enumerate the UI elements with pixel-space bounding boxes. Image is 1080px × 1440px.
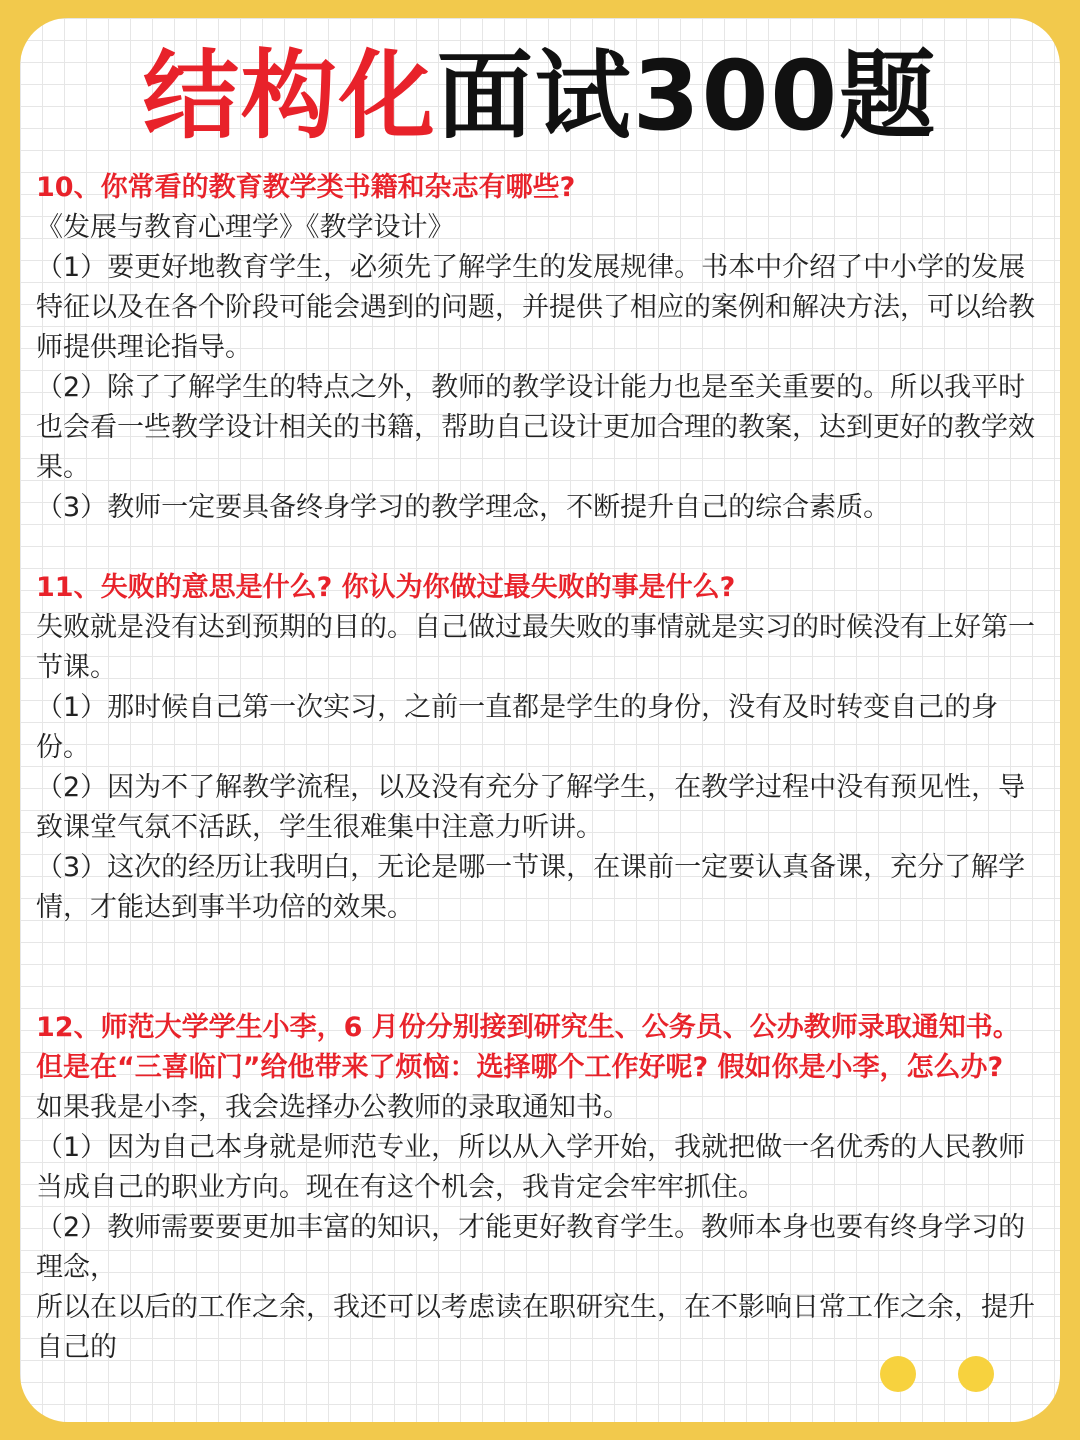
question-10-point-1: （1）要更好地教育学生，必须先了解学生的发展规律。书本中介绍了中小学的发展特征以及在各个阶段可能会遇到的问题，并提供了相应的案例和解决方法，可以给教师提供理论指导。 xyxy=(36,252,1035,363)
question-12-heading: 12、师范大学学生小李，6 月份分别接到研究生、公务员、公办教师录取通知书。但是在“三喜临门”给他带来了烦恼：选择哪个工作好呢? 假如你是小李，怎么办? xyxy=(36,1012,1020,1083)
question-11-intro: 失败就是没有达到预期的目的。自己做过最失败的事情就是实习的时候没有上好第一节课。 xyxy=(36,612,1035,683)
question-12-intro: 如果我是小李，我会选择办公教师的录取通知书。 xyxy=(36,1092,630,1123)
question-12-point-2: （2）教师需要要更加丰富的知识，才能更好教育学生。教师本身也要有终身学习的理念， xyxy=(36,1212,1026,1283)
title-black-part: 面试300题 xyxy=(436,40,938,152)
question-11-point-1: （1）那时候自己第一次实习，之前一直都是学生的身份，没有及时转变自己的身份。 xyxy=(36,692,999,763)
question-11-section xyxy=(36,568,1046,928)
question-12-section xyxy=(36,1008,1046,1368)
question-11-point-2: （2）因为不了解教学流程，以及没有充分了解学生，在教学过程中没有预见性，导致课堂气氛不活跃，学生很难集中注意力听讲。 xyxy=(36,772,1026,843)
question-10-section xyxy=(36,168,1046,528)
decorative-dot-icon xyxy=(958,1356,994,1392)
decorative-dot-icon xyxy=(880,1356,916,1392)
question-11-point-3: （3）这次的经历让我明白，无论是哪一节课，在课前一定要认真备课，充分了解学情，才能达到事半功倍的效果。 xyxy=(36,852,1026,923)
section-spacer xyxy=(36,528,1046,568)
page-title xyxy=(20,36,1060,156)
article-body xyxy=(36,168,1046,1368)
question-10-point-3: （3）教师一定要具备终身学习的教学理念，不断提升自己的综合素质。 xyxy=(36,492,891,523)
question-11-heading: 11、失败的意思是什么? 你认为你做过最失败的事是什么? xyxy=(36,572,736,603)
section-spacer xyxy=(36,928,1046,1008)
note-card xyxy=(20,18,1060,1422)
question-10-point-2: （2）除了了解学生的特点之外，教师的教学设计能力也是至关重要的。所以我平时也会看一些教学设计相关的书籍，帮助自己设计更加合理的教案，达到更好的教学效果。 xyxy=(36,372,1035,483)
question-10-books: 《发展与教育心理学》《教学设计》 xyxy=(36,212,455,243)
question-12-point-1: （1）因为自己本身就是师范专业，所以从入学开始，我就把做一名优秀的人民教师当成自己的职业方向。现在有这个机会，我肯定会牢牢抓住。 xyxy=(36,1132,1026,1203)
question-10-heading: 10、你常看的教育教学类书籍和杂志有哪些? xyxy=(36,172,576,203)
title-red-part: 结构化 xyxy=(142,40,437,152)
question-12-point-3: 所以在以后的工作之余，我还可以考虑读在职研究生，在不影响日常工作之余，提升自己的 xyxy=(36,1292,1035,1363)
